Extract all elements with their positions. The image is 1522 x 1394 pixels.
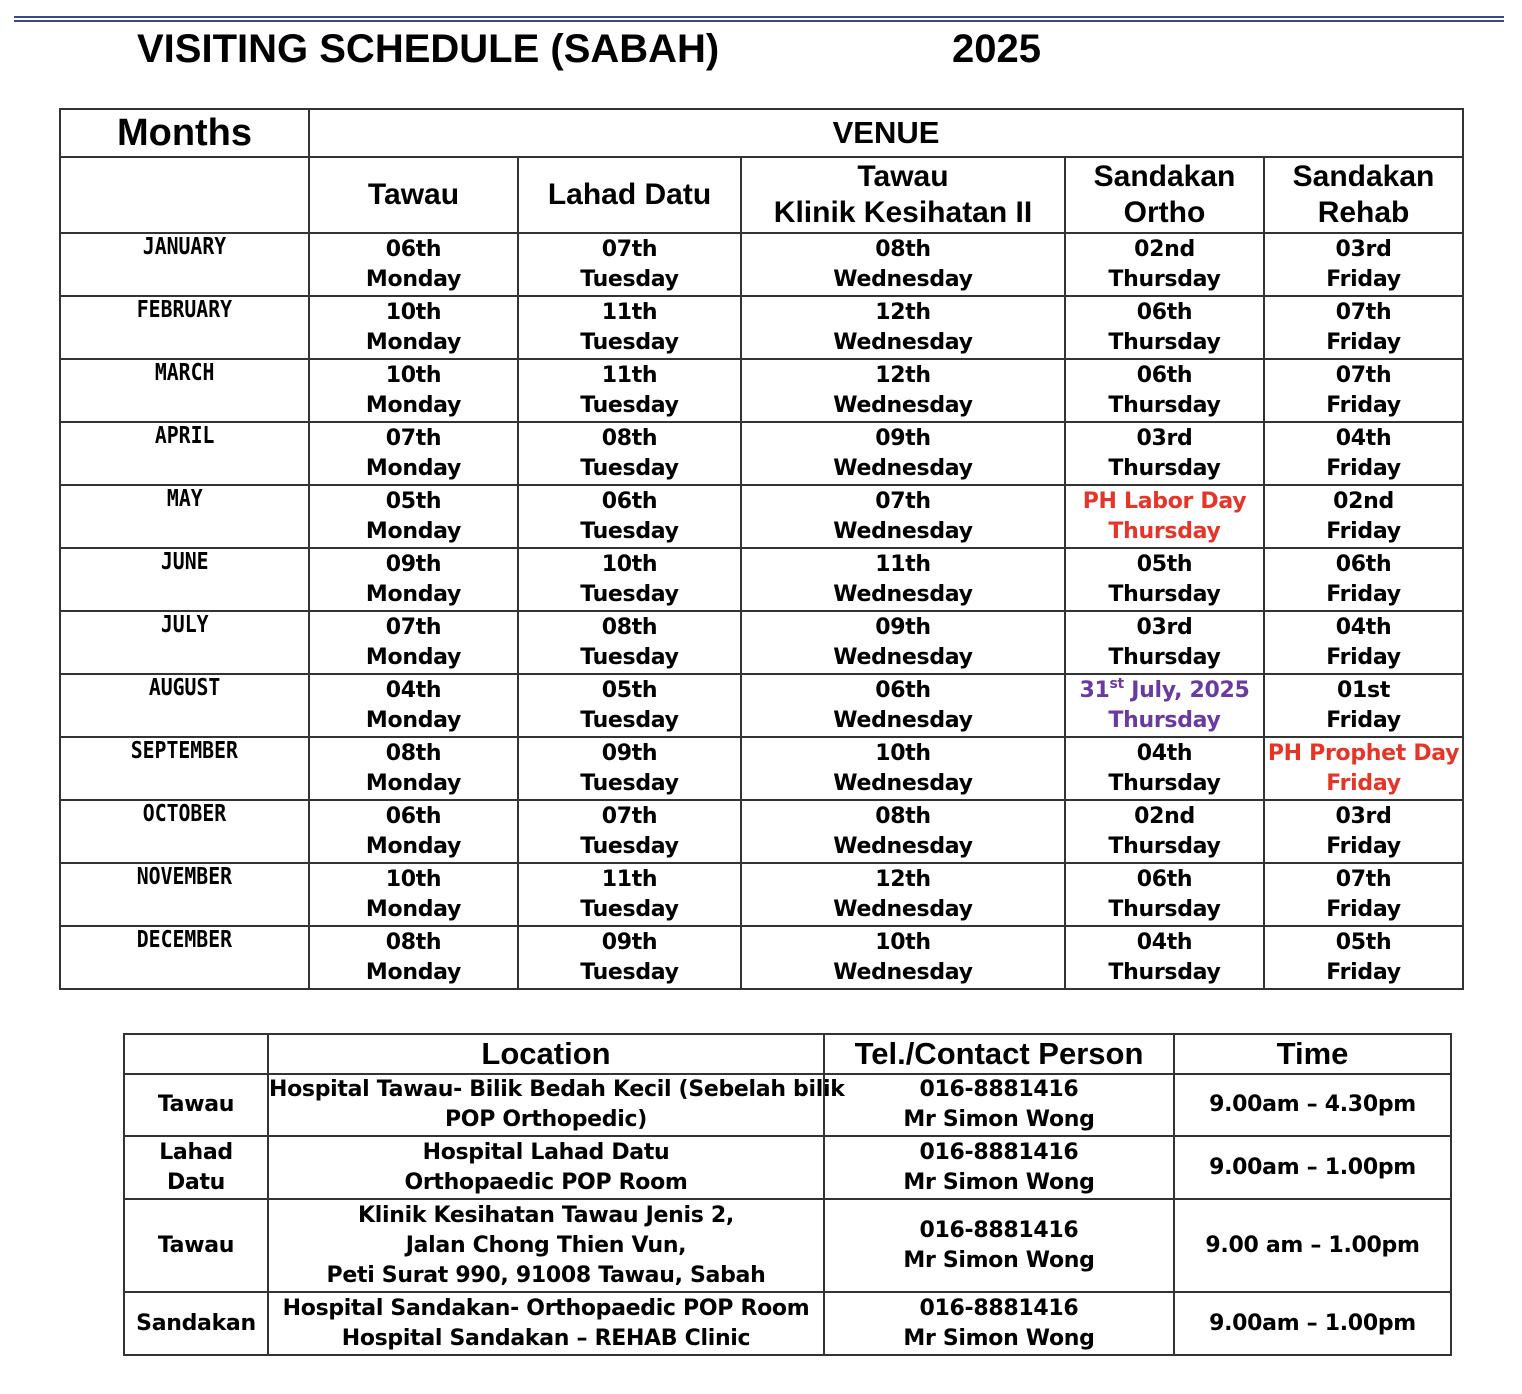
weekday-label: Thursday <box>1108 518 1221 544</box>
date-label: 12th <box>875 299 931 325</box>
venue-name-cell <box>124 1136 268 1199</box>
weekday-label: Tuesday <box>580 581 679 607</box>
time-cell: 9.00am – 4.30pm <box>1174 1074 1451 1136</box>
date-cell <box>741 548 1065 611</box>
date-cell <box>309 863 518 926</box>
location-cell-line: Orthopaedic POP Room <box>404 1169 688 1195</box>
header-rule <box>14 16 1504 22</box>
date-cell <box>741 233 1065 296</box>
weekday-label: Wednesday <box>833 329 973 355</box>
weekday-label: Thursday <box>1108 644 1221 670</box>
month-cell <box>60 485 309 548</box>
date-cell <box>518 800 741 863</box>
time-cell: 9.00am – 1.00pm <box>1174 1292 1451 1355</box>
date-label: 03rd <box>1335 236 1392 262</box>
date-cell <box>741 863 1065 926</box>
date-label: 10th <box>385 866 442 892</box>
date-label: 11th <box>601 362 658 388</box>
weekday-label: Thursday <box>1108 581 1221 607</box>
weekday-label: Wednesday <box>833 392 973 418</box>
date-cell <box>518 359 741 422</box>
month-cell <box>60 926 309 989</box>
weekday-label: Tuesday <box>580 266 679 292</box>
weekday-label: Monday <box>365 329 462 355</box>
weekday-label: Friday <box>1326 707 1401 733</box>
table-row <box>124 1199 1451 1292</box>
date-label: 05th <box>601 677 658 703</box>
date-label: 08th <box>385 740 442 766</box>
document-year: 2025 <box>952 27 1041 71</box>
location-cell <box>268 1199 824 1292</box>
date-cell <box>309 359 518 422</box>
date-cell <box>309 296 518 359</box>
contact-cell <box>824 1199 1174 1292</box>
venue-name-cell-line: Tawau <box>157 1092 235 1117</box>
date-cell <box>1264 737 1463 800</box>
table-row <box>60 926 1463 989</box>
date-cell <box>741 737 1065 800</box>
weekday-label: Thursday <box>1108 896 1221 922</box>
date-cell <box>741 359 1065 422</box>
date-cell <box>1264 422 1463 485</box>
date-cell <box>309 674 518 737</box>
date-label: 06th <box>875 677 931 703</box>
date-cell <box>1065 296 1264 359</box>
weekday-label: Thursday <box>1108 392 1221 418</box>
months-header: Months <box>60 109 309 157</box>
date-label: 08th <box>875 803 931 829</box>
date-cell <box>309 737 518 800</box>
location-cell-line: Hospital Tawau- Bilik Bedah Kecil (Sebelah bilik <box>269 1077 845 1102</box>
date-cell <box>1065 485 1264 548</box>
date-cell <box>741 296 1065 359</box>
table-row <box>60 548 1463 611</box>
month-label: MARCH <box>154 360 215 386</box>
weekday-label: Monday <box>365 896 462 922</box>
date-cell <box>1065 233 1264 296</box>
weekday-label: Monday <box>365 392 462 418</box>
date-label: 03rd <box>1136 425 1193 451</box>
date-label: 04th <box>1335 425 1392 451</box>
date-label: 02nd <box>1333 488 1394 514</box>
time-cell: 9.00 am – 1.00pm <box>1174 1199 1451 1292</box>
weekday-label: Friday <box>1326 644 1401 670</box>
date-cell <box>518 548 741 611</box>
weekday-label: Wednesday <box>833 644 973 670</box>
date-label: 08th <box>385 929 442 955</box>
weekday-label: Friday <box>1326 896 1401 922</box>
venue-name-cell-line: Lahad <box>159 1139 233 1165</box>
location-cell <box>268 1136 824 1199</box>
location-cell-line: Hospital Sandakan- Orthopaedic POP Room <box>282 1295 810 1321</box>
date-cell <box>1264 359 1463 422</box>
date-label: 09th <box>601 740 658 766</box>
venue-name-cell <box>124 1199 268 1292</box>
weekday-label: Wednesday <box>833 518 973 544</box>
table-row <box>60 800 1463 863</box>
date-label: 06th <box>1335 551 1392 577</box>
contact-cell-line: 016-8881416 <box>919 1077 1079 1102</box>
date-label: 02nd <box>1134 236 1195 262</box>
month-cell <box>60 422 309 485</box>
contact-cell-line: Mr Simon Wong <box>903 1325 1095 1351</box>
table-row <box>60 737 1463 800</box>
date-cell <box>741 485 1065 548</box>
contact-header: Tel./Contact Person <box>824 1034 1174 1074</box>
table-row <box>60 485 1463 548</box>
date-cell <box>1065 422 1264 485</box>
month-cell <box>60 737 309 800</box>
date-cell <box>1065 737 1264 800</box>
date-cell <box>1065 548 1264 611</box>
month-label: MAY <box>166 486 203 512</box>
date-cell <box>518 863 741 926</box>
contact-cell <box>824 1136 1174 1199</box>
blank-header-cell <box>60 157 309 233</box>
date-label: 07th <box>875 488 931 514</box>
venue-columns-row <box>60 157 1463 233</box>
weekday-label: Friday <box>1326 266 1401 292</box>
schedule-header-row <box>60 109 1463 157</box>
date-label: 05th <box>1335 929 1392 955</box>
weekday-label: Monday <box>365 455 462 481</box>
date-label: 06th <box>1136 299 1193 325</box>
date-label: 09th <box>385 551 442 577</box>
date-label: 10th <box>601 551 658 577</box>
contact-cell-line: Mr Simon Wong <box>903 1107 1095 1132</box>
weekday-label: Monday <box>365 581 462 607</box>
location-cell-line: POP Orthopedic) <box>444 1107 647 1132</box>
date-cell <box>518 611 741 674</box>
weekday-label: Friday <box>1326 959 1401 985</box>
contact-cell-line: 016-8881416 <box>919 1139 1079 1165</box>
date-label: 12th <box>875 866 931 892</box>
date-label: 07th <box>1335 866 1392 892</box>
weekday-label: Monday <box>365 707 462 733</box>
table-row <box>60 674 1463 737</box>
date-label: 05th <box>385 488 442 514</box>
column-header: Sandakan Rehab <box>1264 157 1463 233</box>
date-label: 10th <box>385 362 442 388</box>
month-year: July, 2025 <box>1123 677 1250 703</box>
weekday-label: Friday <box>1326 392 1401 418</box>
date-cell <box>309 611 518 674</box>
table-row <box>124 1136 1451 1199</box>
date-cell <box>518 674 741 737</box>
date-label: 06th <box>385 236 442 262</box>
contact-cell-line: Mr Simon Wong <box>903 1247 1095 1273</box>
locations-table <box>123 1033 1452 1356</box>
column-header: Lahad Datu <box>518 157 741 233</box>
contact-cell-line: 016-8881416 <box>919 1217 1079 1243</box>
table-row <box>60 422 1463 485</box>
weekday-label: Wednesday <box>833 896 973 922</box>
date-label: 07th <box>1335 362 1392 388</box>
month-label: OCTOBER <box>142 801 227 827</box>
date-label: 04th <box>1335 614 1392 640</box>
time-cell: 9.00am – 1.00pm <box>1174 1136 1451 1199</box>
date-cell <box>518 296 741 359</box>
date-cell <box>309 422 518 485</box>
weekday-label: Wednesday <box>833 833 973 859</box>
date-cell <box>309 926 518 989</box>
day-number: 31 <box>1079 677 1110 703</box>
date-cell <box>741 800 1065 863</box>
date-label: 11th <box>875 551 931 577</box>
holiday-label: PH Prophet Day <box>1267 740 1460 766</box>
weekday-label: Thursday <box>1108 329 1221 355</box>
weekday-label: Tuesday <box>580 833 679 859</box>
date-label: 11th <box>601 866 658 892</box>
locations-body <box>124 1074 1451 1355</box>
weekday-label: Tuesday <box>580 707 679 733</box>
date-label: 10th <box>875 740 931 766</box>
weekday-label: Tuesday <box>580 329 679 355</box>
date-label: 07th <box>385 614 442 640</box>
weekday-label: Thursday <box>1108 770 1221 796</box>
column-header: Tawau <box>309 157 518 233</box>
location-cell-line: Hospital Sandakan – REHAB Clinic <box>341 1325 751 1351</box>
weekday-label: Wednesday <box>833 770 973 796</box>
date-cell <box>1065 674 1264 737</box>
weekday-label: Wednesday <box>833 455 973 481</box>
date-cell <box>1065 611 1264 674</box>
table-row <box>60 359 1463 422</box>
weekday-label: Thursday <box>1108 455 1221 481</box>
holiday-label: PH Labor Day <box>1082 488 1247 514</box>
month-label: DECEMBER <box>136 927 233 953</box>
location-cell-line: Peti Surat 990, 91008 Tawau, Sabah <box>326 1262 766 1288</box>
date-label: 10th <box>875 929 931 955</box>
location-cell-line: Klinik Kesihatan Tawau Jenis 2, <box>358 1202 734 1228</box>
date-cell <box>309 548 518 611</box>
date-label: 09th <box>875 614 931 640</box>
date-cell <box>1264 296 1463 359</box>
weekday-label: Tuesday <box>580 896 679 922</box>
venue-name-cell-line: Sandakan <box>136 1310 256 1336</box>
month-label: AUGUST <box>148 675 221 701</box>
weekday-label: Tuesday <box>580 770 679 796</box>
month-cell <box>60 296 309 359</box>
date-label: 08th <box>601 614 658 640</box>
date-cell <box>518 926 741 989</box>
date-cell <box>1264 233 1463 296</box>
rescheduled-date <box>1066 676 1263 706</box>
contact-cell <box>824 1074 1174 1136</box>
date-label: 04th <box>385 677 442 703</box>
weekday-label: Friday <box>1326 329 1401 355</box>
weekday-label: Tuesday <box>580 392 679 418</box>
date-label: 06th <box>1136 866 1193 892</box>
weekday-label: Wednesday <box>833 266 973 292</box>
date-cell <box>309 485 518 548</box>
weekday-label: Monday <box>365 959 462 985</box>
location-cell-line: Jalan Chong Thien Vun, <box>405 1232 687 1258</box>
weekday-label: Monday <box>365 518 462 544</box>
date-cell <box>309 233 518 296</box>
location-cell-line: Hospital Lahad Datu <box>422 1139 670 1165</box>
date-cell <box>741 611 1065 674</box>
month-cell <box>60 233 309 296</box>
document-title: VISITING SCHEDULE (SABAH) <box>137 27 720 71</box>
weekday-label: Thursday <box>1108 707 1221 733</box>
date-label: 07th <box>1335 299 1392 325</box>
date-label: 03rd <box>1136 614 1193 640</box>
date-label: 07th <box>601 236 658 262</box>
table-row <box>124 1292 1451 1355</box>
weekday-label: Wednesday <box>833 959 973 985</box>
date-cell <box>1264 611 1463 674</box>
month-cell <box>60 359 309 422</box>
date-cell <box>518 422 741 485</box>
month-label: APRIL <box>154 423 215 449</box>
date-label: 03rd <box>1335 803 1392 829</box>
weekday-label: Friday <box>1326 770 1401 796</box>
date-label: 08th <box>601 425 658 451</box>
location-cell <box>268 1292 824 1355</box>
date-label: 04th <box>1136 740 1193 766</box>
blank-header-cell <box>124 1034 268 1074</box>
date-cell <box>1264 674 1463 737</box>
date-cell <box>1065 863 1264 926</box>
location-header: Location <box>268 1034 824 1074</box>
weekday-label: Friday <box>1326 833 1401 859</box>
date-label: 12th <box>875 362 931 388</box>
date-cell <box>1264 485 1463 548</box>
month-cell <box>60 548 309 611</box>
date-label: 07th <box>385 425 442 451</box>
weekday-label: Wednesday <box>833 707 973 733</box>
table-row <box>60 863 1463 926</box>
time-header: Time <box>1174 1034 1451 1074</box>
weekday-label: Thursday <box>1108 833 1221 859</box>
date-label: 06th <box>385 803 442 829</box>
date-cell <box>1065 926 1264 989</box>
table-row <box>60 233 1463 296</box>
ordinal-suffix: st <box>1109 675 1124 692</box>
date-cell <box>309 800 518 863</box>
month-cell <box>60 611 309 674</box>
date-label: 09th <box>601 929 658 955</box>
date-cell <box>1065 800 1264 863</box>
locations-header-row <box>124 1034 1451 1074</box>
date-label: 04th <box>1136 929 1193 955</box>
column-header: Sandakan Ortho <box>1065 157 1264 233</box>
weekday-label: Friday <box>1326 455 1401 481</box>
venue-header: VENUE <box>309 109 1463 157</box>
weekday-label: Thursday <box>1108 959 1221 985</box>
column-header: Tawau Klinik Kesihatan II <box>741 157 1065 233</box>
date-cell <box>1065 359 1264 422</box>
date-label: 10th <box>385 299 442 325</box>
month-cell <box>60 674 309 737</box>
month-label: JULY <box>160 612 209 638</box>
date-label: 08th <box>875 236 931 262</box>
month-label: FEBRUARY <box>136 297 233 323</box>
date-cell <box>741 926 1065 989</box>
weekday-label: Thursday <box>1108 266 1221 292</box>
date-label: 06th <box>601 488 658 514</box>
date-cell <box>1264 800 1463 863</box>
schedule-table <box>59 108 1464 990</box>
venue-name-cell <box>124 1292 268 1355</box>
table-row <box>124 1074 1451 1136</box>
date-cell <box>741 422 1065 485</box>
weekday-label: Monday <box>365 770 462 796</box>
date-cell <box>518 233 741 296</box>
weekday-label: Friday <box>1326 518 1401 544</box>
contact-cell-line: Mr Simon Wong <box>903 1169 1095 1195</box>
month-label: JANUARY <box>142 234 227 260</box>
weekday-label: Tuesday <box>580 959 679 985</box>
contact-cell <box>824 1292 1174 1355</box>
weekday-label: Tuesday <box>580 518 679 544</box>
date-label: 02nd <box>1134 803 1195 829</box>
weekday-label: Monday <box>365 266 462 292</box>
date-cell <box>1264 926 1463 989</box>
date-cell <box>1264 548 1463 611</box>
contact-cell-line: 016-8881416 <box>919 1295 1079 1321</box>
venue-name-cell <box>124 1074 268 1136</box>
date-cell <box>518 737 741 800</box>
date-cell <box>518 485 741 548</box>
date-label: 05th <box>1136 551 1193 577</box>
weekday-label: Tuesday <box>580 644 679 670</box>
date-label: 06th <box>1136 362 1193 388</box>
date-cell <box>1264 863 1463 926</box>
month-cell <box>60 863 309 926</box>
month-cell <box>60 800 309 863</box>
weekday-label: Wednesday <box>833 581 973 607</box>
weekday-label: Tuesday <box>580 455 679 481</box>
location-cell <box>268 1074 845 1136</box>
weekday-label: Monday <box>365 833 462 859</box>
date-label: 11th <box>601 299 658 325</box>
venue-name-cell-line: Tawau <box>157 1232 235 1258</box>
weekday-label: Monday <box>365 644 462 670</box>
table-row <box>60 296 1463 359</box>
venue-name-cell-line: Datu <box>166 1169 226 1195</box>
schedule-body <box>60 233 1463 989</box>
date-label: 01st <box>1337 677 1391 703</box>
month-label: NOVEMBER <box>136 864 233 890</box>
table-row <box>60 611 1463 674</box>
month-label: SEPTEMBER <box>130 738 239 764</box>
date-cell <box>741 674 1065 737</box>
weekday-label: Friday <box>1326 581 1401 607</box>
date-label: 07th <box>601 803 658 829</box>
date-label: 09th <box>875 425 931 451</box>
month-label: JUNE <box>160 549 209 575</box>
